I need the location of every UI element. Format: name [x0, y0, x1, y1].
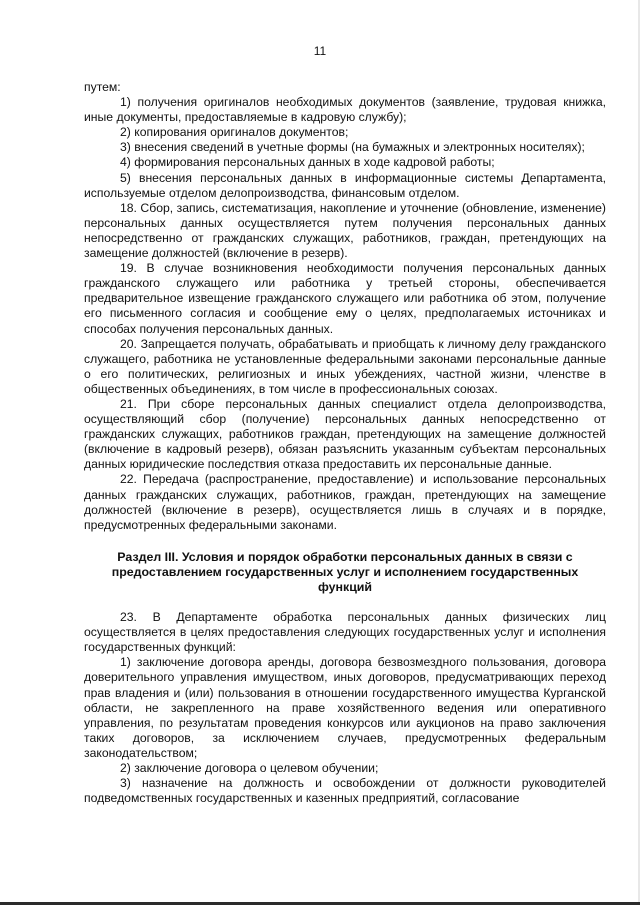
paragraph-18: 18. Сбор, запись, систематизация, накопление и уточнение (обновление, изменение) персональных данных осуществляется путем получения персональных данных непосредственно от гражданских служащих, работников, граждан, претендующих на замещение должностей (включение в резерв).: [84, 200, 606, 261]
paragraph-19: 19. В случае возникновения необходимости получения персональных данных гражданского служащего или работника у третьей стороны, обеспечивается предварительное извещение гражданского служащего или работника об этом, получение его письменного согласия и сообщение ему о целях, предполагаемых источниках и способах получения персональных данных.: [84, 261, 606, 336]
list-item-2: 2) копирования оригиналов документов;: [120, 125, 349, 140]
list-item-3: 3) внесения сведений в учетные формы (на бумажных и электронных носителях);: [120, 140, 585, 155]
section-heading: Раздел III. Условия и порядок обработки персональных данных в связи с предоставлением государственных услуг и исполнением государственных функций: [111, 549, 579, 594]
list-item-4: 4) формирования персональных данных в ходе кадровой работы;: [120, 155, 495, 170]
service-item-2: 2) заключение договора о целевом обучении;: [120, 761, 379, 776]
list-item-5: 5) внесения персональных данных в информационные системы Департамента, используемые отделом делопроизводства, финансовым отделом.: [84, 170, 606, 200]
paragraph-20: 20. Запрещается получать, обрабатывать и приобщать к личному делу гражданского служащего, работника не установленные федеральными законами персональные данные о его политических, религиозных и иных убеждениях, частной жизни, членстве в общественных объединениях, в том числе в профессиональных союзах.: [84, 336, 606, 396]
paragraph-23: 23. В Департаменте обработка персональных данных физических лиц осуществляется в целях предоставления следующих государственных услуг и исполнения государственных функций:: [84, 610, 606, 655]
list-item-1: 1) получения оригиналов необходимых документов (заявление, трудовая книжка, иные документы, предоставляемые в кадровую службу);: [84, 95, 606, 125]
paragraph-intro: путем:: [84, 80, 121, 94]
paragraph-21: 21. При сборе персональных данных специалист отдела делопроизводства, осуществляющий сбор (получение) персональных данных непосредственно от гражданских служащих, работников граждан, претендующих на замещение должностей (включение в кадровый резерв), обязан разъяснить указанным субъектам персональных данных юридические последствия отказа предоставить их персональные данные.: [84, 396, 606, 472]
service-item-1: 1) заключение договора аренды, договора безвозмездного пользования, договора доверительного управления имуществом, иных договоров, предусматривающих переход прав владения и (или) пользования в отношении государственного имущества Курганской области, не закрепленного на праве хозяйственного ведения или оперативного управления, по результатам проведения конкурсов или аукционов на право заключения таких договоров, за исключением случаев, предусмотренных федеральным законодательством;: [84, 655, 606, 760]
document-body: [84, 80, 606, 806]
paragraph-22: 22. Передача (распространение, предоставление) и использование персональных данных гражданских служащих, работников, граждан, претендующих на замещение должностей (включение в резерв), осуществляется лишь в случаях и в порядке, предусмотренных федеральными законами.: [84, 472, 606, 532]
page-number: 11: [313, 44, 327, 58]
service-item-3: 3) назначение на должность и освобождении от должности руководителей подведомственных государственных и казенных предприятий, согласование: [84, 776, 606, 806]
